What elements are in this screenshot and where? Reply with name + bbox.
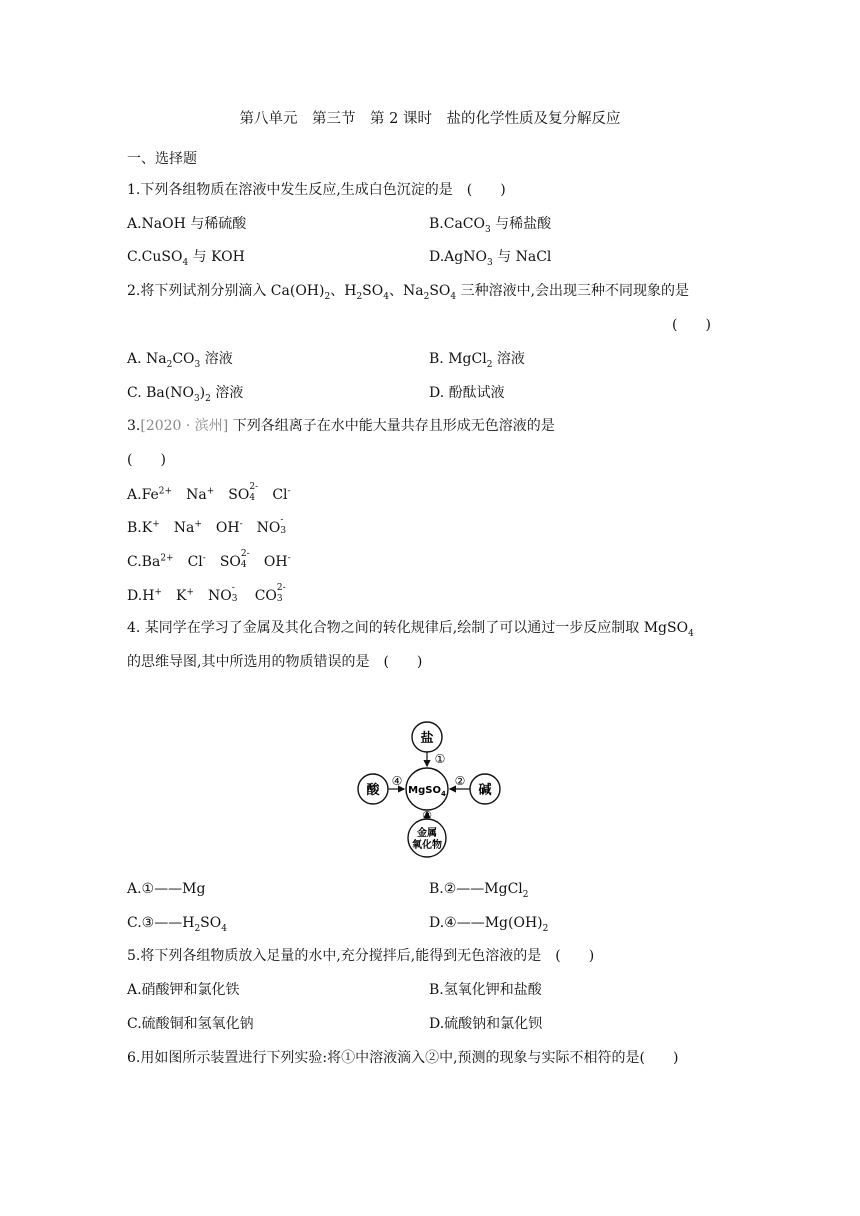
q5-option-d: D.硫酸钠和氯化钡 xyxy=(429,1016,543,1032)
node-salt-label: 盐 xyxy=(420,731,434,746)
q3-option-c xyxy=(127,549,305,571)
ion: Na+ xyxy=(173,519,202,536)
option-label: D. xyxy=(127,588,143,604)
question-3-stem: 3.[2020 · 滨州] 下列各组离子在水中能大量共存且形成无色溶液的是 xyxy=(127,418,555,434)
q5-option-c: C.硫酸铜和氢氧化钠 xyxy=(127,1016,254,1032)
q1-option-d: D.AgNO$_3$ 与 NaCl xyxy=(429,249,552,268)
ion: Na+ xyxy=(186,486,215,503)
mgso4-mind-map-diagram xyxy=(350,715,520,860)
q2-answer-paren: ( ) xyxy=(672,317,711,333)
node-base-label: 碱 xyxy=(478,783,492,798)
node-acid-label: 酸 xyxy=(366,783,380,798)
ion: OH- xyxy=(263,553,291,570)
node-metal-oxide-label-1: 金属 xyxy=(417,828,437,839)
ion: K+ xyxy=(175,587,194,604)
q4-option-c: $C.③——H_2SO_4$ xyxy=(127,915,227,934)
ion: NO - 3 xyxy=(207,583,238,604)
option-label: C. xyxy=(127,554,142,570)
ion: Cl- xyxy=(272,486,291,503)
q3-option-a xyxy=(127,482,305,504)
question-5-stem: 5.将下列各组物质放入足量的水中,充分搅拌后,能得到无色溶液的是 ( ) xyxy=(127,948,595,964)
question-2-stem: 2.将下列试剂分别滴入 $Ca(OH)_2$、$H_2SO_4$、$Na_2SO_4$ 三种溶液中,会出现三种不同现象的是 xyxy=(127,283,690,302)
q1-option-c: C.CuSO$_4$ 与 KOH xyxy=(127,249,245,268)
q5-option-b: B.氢氧化钾和盐酸 xyxy=(429,982,542,998)
q3-option-d xyxy=(127,583,300,605)
node-metal-oxide-label-2: 氧化物 xyxy=(412,840,442,851)
ion: Cl- xyxy=(187,553,206,570)
arrow-1-number: ① xyxy=(434,752,446,766)
q2-option-a: A. $Na_2CO_3$ 溶液 xyxy=(127,351,233,370)
q4-option-a: A.①——Mg xyxy=(127,881,206,897)
q5-option-a: A.硝酸钾和氯化铁 xyxy=(127,982,240,998)
center-node-label: MgSO$_4$ xyxy=(408,785,446,798)
page-title: 第八单元 第三节 第 2 课时 盐的化学性质及复分解反应 xyxy=(239,111,621,127)
question-source: [2020 · 滨州] xyxy=(140,418,229,434)
ion: SO 2- 4 xyxy=(228,482,259,503)
question-4-stem-line2: 的思维导图,其中所选用的物质错误的是 ( ) xyxy=(127,654,423,670)
q2-option-d: D. 酚酞试液 xyxy=(429,385,505,401)
question-1-stem: 1.下列各组物质在溶液中发生反应,生成白色沉淀的是 ( ) xyxy=(127,182,506,198)
q3-answer-paren: ( ) xyxy=(127,452,166,468)
ion: K+ xyxy=(141,519,160,536)
ion: CO 2- 3 xyxy=(254,583,286,604)
q2-option-c: C. $Ba(NO_3)_2$ 溶液 xyxy=(127,385,244,404)
q1-option-b: B.CaCO$_3$ 与稀盐酸 xyxy=(429,216,552,235)
question-4-stem-line1: 4. 某同学在学习了金属及其化合物之间的转化规律后,绘制了可以通过一步反应制取 MgSO$_4$ xyxy=(127,620,694,639)
ion: OH- xyxy=(215,519,243,536)
q1-option-a: A.NaOH 与稀硫酸 xyxy=(127,216,247,232)
q2-option-b: B. MgCl$_2$ 溶液 xyxy=(429,351,525,370)
option-label: B. xyxy=(127,520,142,536)
q3-option-b xyxy=(127,515,303,537)
ion: NO - 3 xyxy=(256,515,287,536)
q4-option-d: $D.④——Mg(OH)_2$ xyxy=(429,915,549,934)
q4-option-b: B.②——MgCl$_2$ xyxy=(429,881,529,900)
section-heading: 一、选择题 xyxy=(127,151,197,167)
ion: $Fe^{2+}$ xyxy=(141,486,173,503)
ion: $Ba^{2+}$ xyxy=(141,553,174,570)
arrow-2-number: ② xyxy=(454,774,466,788)
ion: SO 2- 4 xyxy=(219,549,250,570)
question-6-stem: 6.用如图所示装置进行下列实验:将①中溶液滴入②中,预测的现象与实际不相符的是( ) xyxy=(127,1050,679,1066)
arrow-3-number: ③ xyxy=(422,809,432,822)
arrow-4-number: ④ xyxy=(391,774,403,788)
ion: H+ xyxy=(142,587,162,604)
option-label: A. xyxy=(127,487,142,503)
